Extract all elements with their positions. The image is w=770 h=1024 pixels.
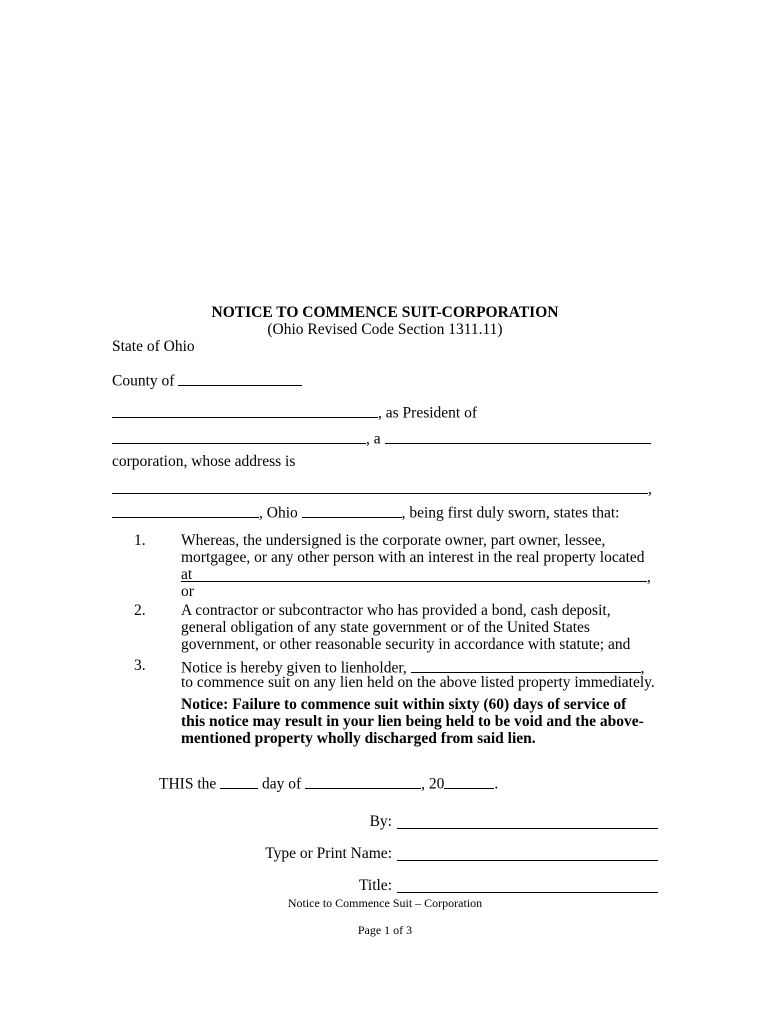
day-blank[interactable] [220, 773, 258, 789]
item-3-text-after: to commence suit on any lien held on the above listed property immediately. [181, 674, 655, 691]
title-blank[interactable] [397, 877, 658, 893]
president-name-blank[interactable] [112, 402, 378, 418]
item-1-text: Whereas, the undersigned is the corporate owner, part owner, lessee, mortgagee, or any other person with an interest in the real property located at [181, 532, 645, 583]
state-label: State of Ohio [112, 338, 195, 355]
document-title: NOTICE TO COMMENCE SUIT-CORPORATION [211, 304, 559, 321]
lienholder-blank[interactable] [411, 657, 641, 673]
item-3-comma: , [640, 659, 645, 677]
by-label: By: [369, 813, 392, 830]
item-1-comma: , [647, 568, 651, 586]
month-blank[interactable] [305, 773, 421, 789]
city-blank[interactable] [112, 502, 259, 518]
address-blank[interactable] [112, 478, 648, 494]
date-line [159, 773, 498, 794]
city-line [112, 502, 619, 523]
corporation-text: corporation, whose address is [112, 453, 296, 470]
item-3-number: 3. [134, 657, 146, 674]
ohio-label: , Ohio [259, 504, 298, 522]
by-signature-blank[interactable] [397, 813, 658, 829]
county-blank[interactable] [178, 370, 302, 386]
corporation-state-blank[interactable] [385, 428, 651, 444]
corporation-name-blank[interactable] [112, 428, 366, 444]
address-line [112, 478, 652, 499]
print-name-blank[interactable] [397, 845, 658, 861]
item-2-number: 2. [134, 602, 146, 619]
zip-blank[interactable] [302, 502, 402, 518]
president-suffix: , as President of [378, 404, 478, 422]
president-line [112, 402, 477, 423]
date-period: . [494, 775, 499, 793]
property-address-blank[interactable] [181, 566, 647, 582]
sworn-text: , being first duly sworn, states that: [401, 504, 620, 522]
name-label: Type or Print Name: [265, 845, 392, 862]
item-3-text-before: Notice is hereby given to lienholder, [181, 659, 407, 677]
date-day-of: day of [262, 775, 302, 793]
county-label: County of [112, 372, 175, 390]
a-separator: , a [366, 430, 381, 448]
date-this: THIS the [159, 775, 217, 793]
item-1-number: 1. [134, 532, 146, 549]
corporation-line [112, 428, 651, 449]
year-blank[interactable] [444, 773, 494, 789]
page-number: Page 1 of 3 [357, 923, 413, 937]
footer-title: Notice to Commence Suit – Corporation [287, 896, 483, 910]
or-text: or [181, 583, 194, 600]
county-line [112, 370, 302, 391]
date-year: , 20 [421, 775, 445, 793]
title-label: Title: [358, 877, 392, 894]
item-1-address-line [181, 566, 651, 587]
item-2-text: A contractor or subcontractor who has provided a bond, cash deposit, general obligation of any state government or of the United States government, or other reasonable security in accordance with statute; and [181, 602, 631, 653]
notice-warning: Notice: Failure to commence suit within sixty (60) days of service of this notice may result in your lien being held to be void and the above-mentioned property wholly discharged from said lien. [181, 696, 644, 747]
address-comma: , [648, 480, 652, 498]
document-subtitle: (Ohio Revised Code Section 1311.11) [267, 321, 503, 338]
